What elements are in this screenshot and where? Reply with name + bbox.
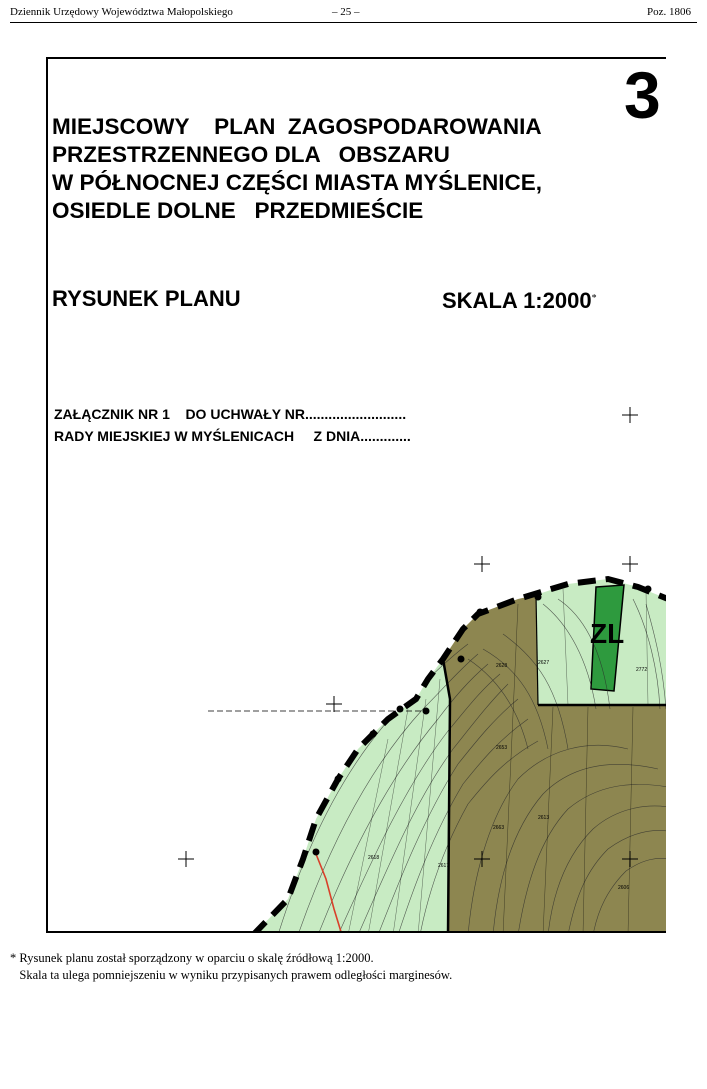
plan-title: MIEJSCOWY PLAN ZAGOSPODAROWANIA PRZESTRZENNEGO DLA OBSZARU W PÓŁNOCNEJ CZĘŚCI MIASTA MYŚLENICE, OSIEDLE DOLNE PRZEDMIEŚCIE	[52, 114, 543, 223]
scale-label	[442, 287, 597, 315]
parcel-number: 2772	[636, 667, 648, 673]
parcel-number: 2628	[496, 663, 508, 669]
parcel-number: 2663	[493, 825, 505, 831]
parcel-number: 2617	[438, 863, 450, 869]
parcel-number: 2613	[538, 815, 550, 821]
scale-footnote-marker: *	[591, 293, 597, 304]
journal-title: Dziennik Urzędowy Województwa Małopolskiego	[10, 6, 233, 18]
parcel-number: 2606	[618, 885, 630, 891]
drawing-label: RYSUNEK PLANU	[52, 286, 241, 311]
sheet-number: 3	[624, 58, 661, 132]
zone-label-zl: ZL	[590, 618, 625, 649]
parcel-number: 2627	[538, 660, 550, 666]
meadow-area-left	[253, 659, 450, 933]
parcel-number: 2653	[496, 745, 508, 751]
page-number: – 25 –	[332, 6, 360, 18]
footnote: * Rysunek planu został sporządzony w oparciu o skalę źródłową 1:2000. Skala ta ulega pomniejszeniu w wyniku przypisanych prawem odległości marginesów.	[10, 951, 453, 982]
page-header	[10, 4, 697, 23]
annex-text: ZAŁĄCZNIK NR 1 DO UCHWAŁY NR.......................... RADY MIEJSKIEJ W MYŚLENICACH Z DNIA.............	[54, 406, 411, 444]
parcel-number: 2618	[368, 855, 380, 861]
position-number: Poz. 1806	[647, 6, 691, 18]
map-frame	[46, 57, 666, 933]
scale-text: SKALA 1:2000	[442, 288, 592, 313]
